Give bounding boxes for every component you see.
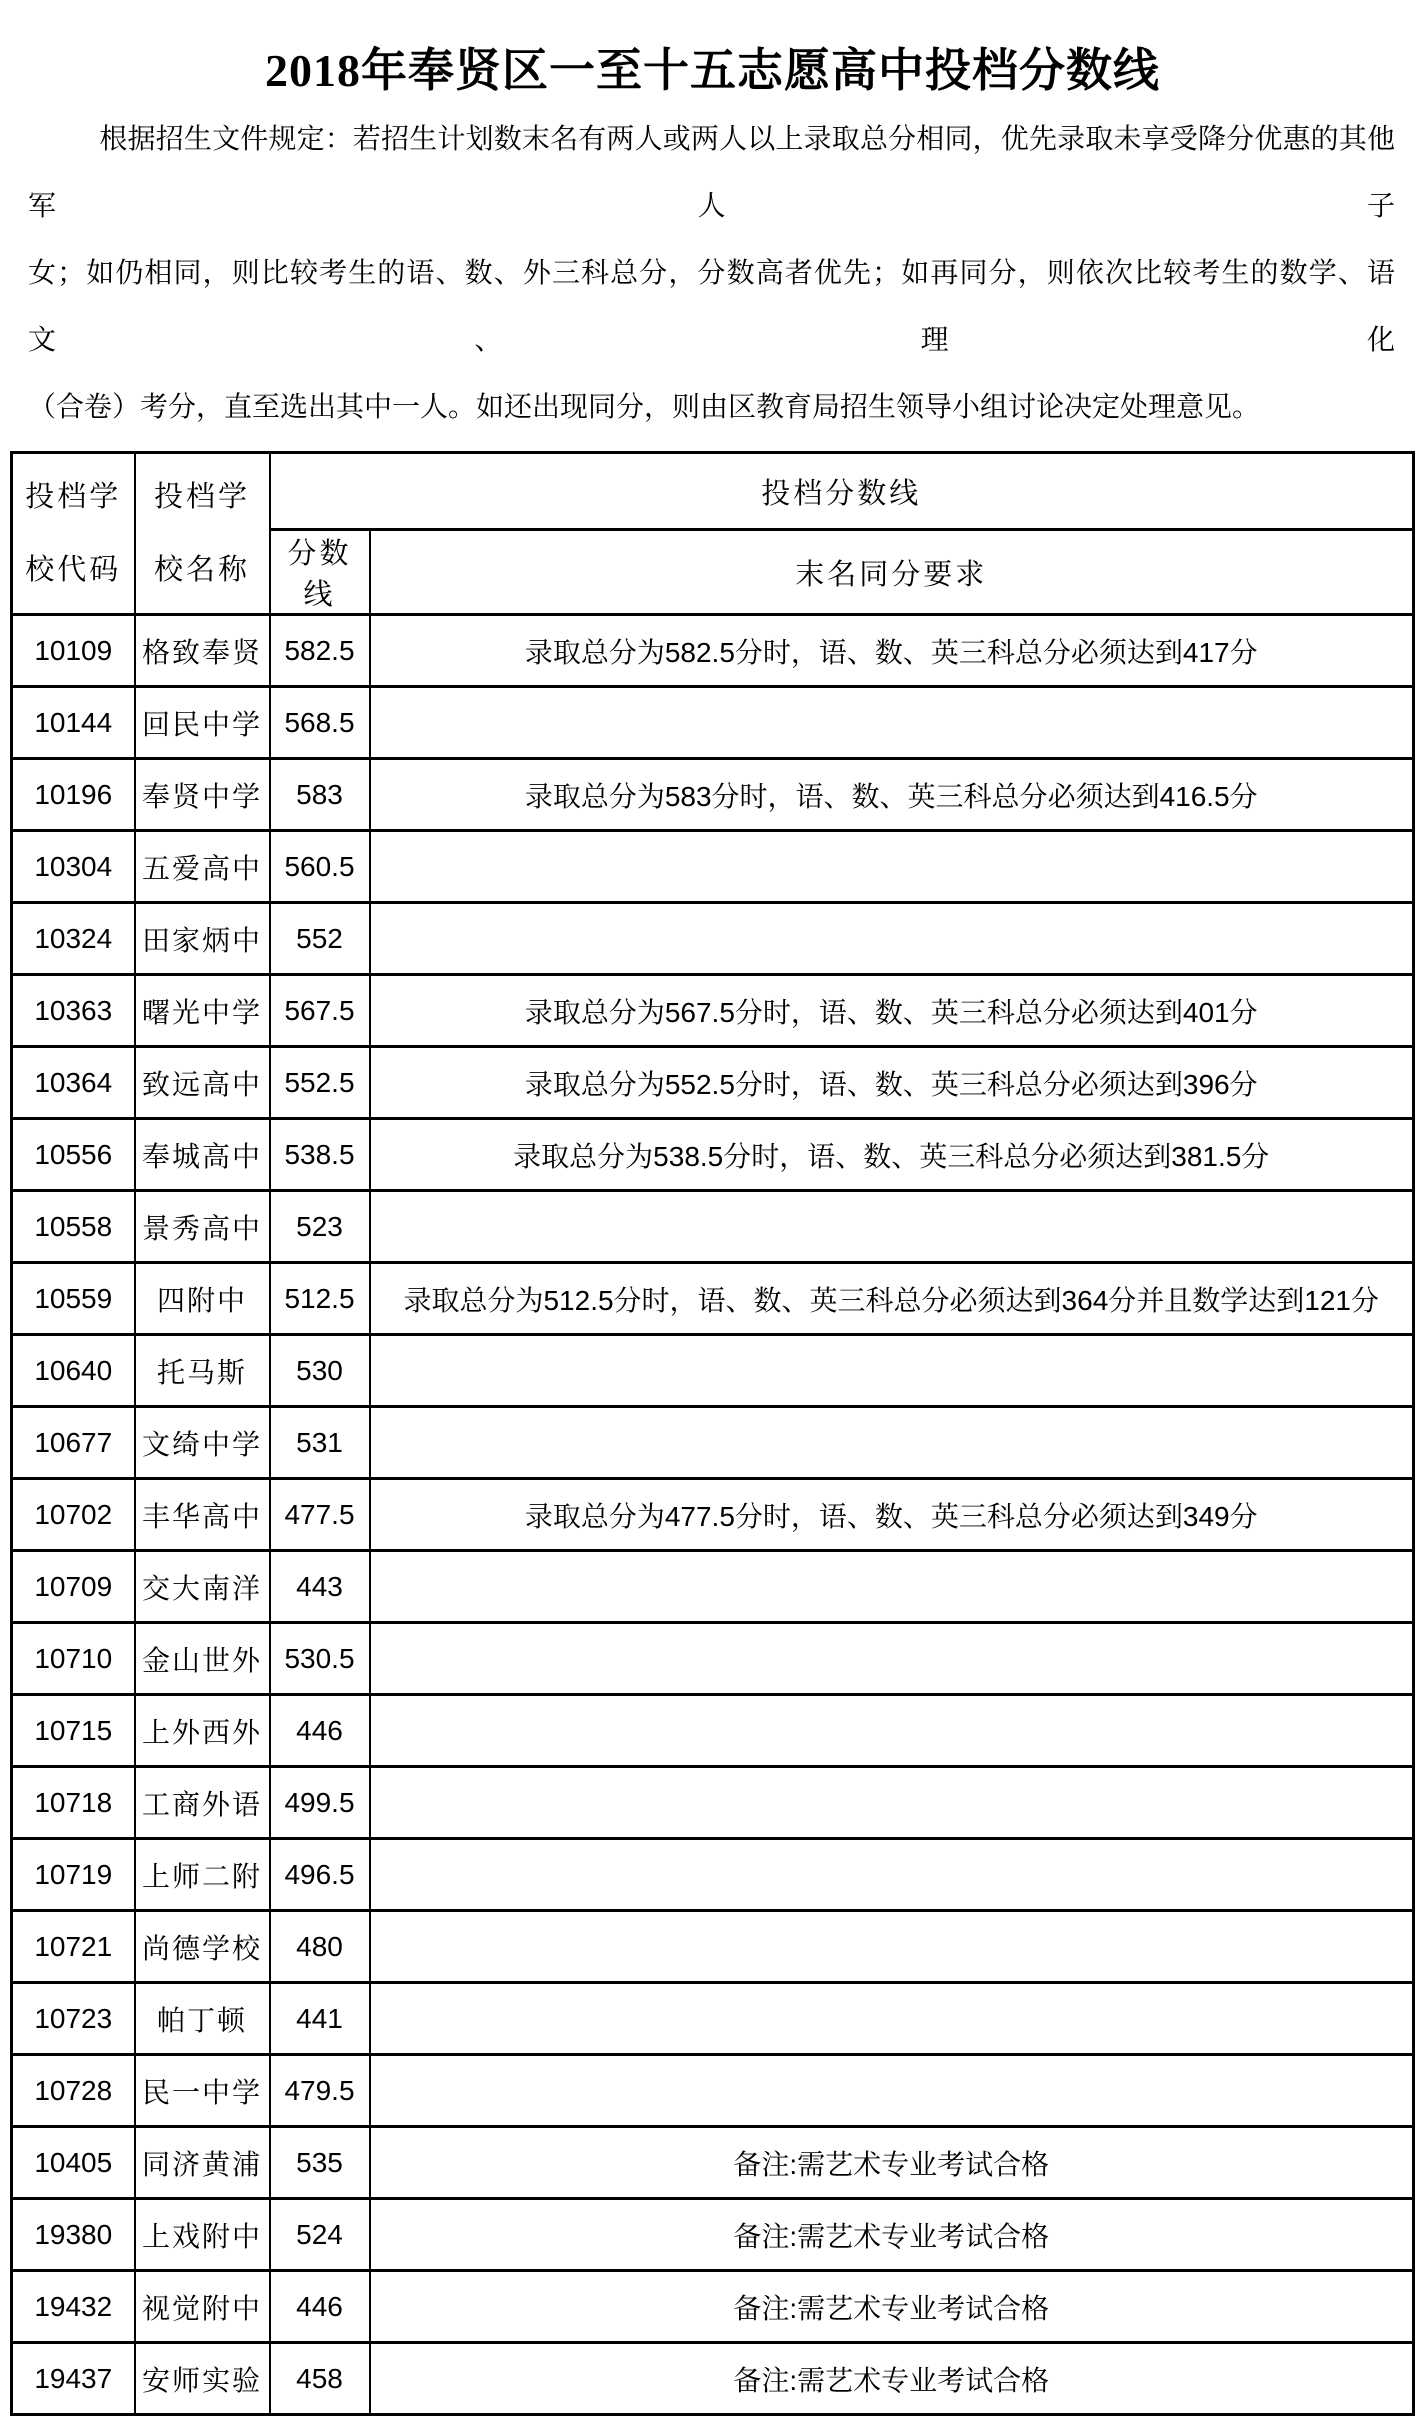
header-tie-requirement: 末名同分要求 [370, 530, 1414, 615]
school-code-cell: 10144 [12, 687, 135, 759]
school-code-cell: 10363 [12, 975, 135, 1047]
header-school-code-line2: 校代码 [25, 553, 122, 586]
school-name-cell: 视觉附中 [135, 2271, 270, 2343]
tie-requirement-cell: 备注:需艺术专业考试合格 [370, 2199, 1414, 2271]
tie-requirement-cell [370, 831, 1414, 903]
tie-requirement-cell: 备注:需艺术专业考试合格 [370, 2271, 1414, 2343]
tie-requirement-cell [370, 1911, 1414, 1983]
score-line-cell: 560.5 [270, 831, 370, 903]
school-code-cell: 10709 [12, 1551, 135, 1623]
score-line-cell: 446 [270, 1695, 370, 1767]
table-row [12, 759, 1414, 831]
school-code-cell: 10364 [12, 1047, 135, 1119]
score-line-cell: 477.5 [270, 1479, 370, 1551]
score-line-cell: 496.5 [270, 1839, 370, 1911]
school-name-cell: 金山世外 [135, 1623, 270, 1695]
school-name-cell: 格致奉贤 [135, 615, 270, 687]
school-code-cell: 10677 [12, 1407, 135, 1479]
school-name-cell: 田家炳中 [135, 903, 270, 975]
score-line-cell: 531 [270, 1407, 370, 1479]
table-body [12, 615, 1414, 2415]
school-name-cell: 曙光中学 [135, 975, 270, 1047]
score-line-cell: 458 [270, 2343, 370, 2415]
intro-paragraph-line-2: 女；如仍相同，则比较考生的语、数、外三科总分，分数高者优先；如再同分，则依次比较考生的数学、语文、理化 [28, 258, 1395, 356]
table-row [12, 1767, 1414, 1839]
score-line-cell: 583 [270, 759, 370, 831]
tie-requirement-cell [370, 903, 1414, 975]
score-line-cell: 582.5 [270, 615, 370, 687]
header-score-group: 投档分数线 [270, 453, 1414, 530]
table-row [12, 1983, 1414, 2055]
table-row [12, 1911, 1414, 1983]
tie-requirement-cell [370, 1335, 1414, 1407]
score-line-cell: 530.5 [270, 1623, 370, 1695]
school-code-cell: 10640 [12, 1335, 135, 1407]
school-code-cell: 10710 [12, 1623, 135, 1695]
tie-requirement-cell [370, 1767, 1414, 1839]
school-code-cell: 10723 [12, 1983, 135, 2055]
school-name-cell: 文绮中学 [135, 1407, 270, 1479]
tie-requirement-cell: 备注:需艺术专业考试合格 [370, 2343, 1414, 2415]
school-code-cell: 10715 [12, 1695, 135, 1767]
school-name-cell: 上师二附 [135, 1839, 270, 1911]
score-line-cell: 530 [270, 1335, 370, 1407]
table-row [12, 1623, 1414, 1695]
table-row [12, 2199, 1414, 2271]
school-code-cell: 10405 [12, 2127, 135, 2199]
header-row-1 [12, 453, 1414, 530]
intro-paragraph-line-1: 根据招生文件规定：若招生计划数末名有两人或两人以上录取总分相同，优先录取未享受降分优惠的其他军人子 [28, 124, 1395, 222]
school-name-cell: 五爱高中 [135, 831, 270, 903]
header-school-name [135, 453, 270, 615]
tie-requirement-cell [370, 687, 1414, 759]
school-code-cell: 19380 [12, 2199, 135, 2271]
score-line-cell: 523 [270, 1191, 370, 1263]
score-line-cell: 479.5 [270, 2055, 370, 2127]
tie-requirement-cell: 录取总分为583分时，语、数、英三科总分必须达到416.5分 [370, 759, 1414, 831]
school-name-cell: 上戏附中 [135, 2199, 270, 2271]
school-name-cell: 回民中学 [135, 687, 270, 759]
table-row [12, 1191, 1414, 1263]
tie-requirement-cell: 录取总分为567.5分时，语、数、英三科总分必须达到401分 [370, 975, 1414, 1047]
table-row [12, 1479, 1414, 1551]
school-code-cell: 10304 [12, 831, 135, 903]
table-header [12, 453, 1414, 615]
table-row [12, 2271, 1414, 2343]
tie-requirement-cell: 录取总分为552.5分时，语、数、英三科总分必须达到396分 [370, 1047, 1414, 1119]
intro-paragraph [28, 106, 1395, 441]
score-line-cell: 441 [270, 1983, 370, 2055]
school-name-cell: 工商外语 [135, 1767, 270, 1839]
school-code-cell: 10728 [12, 2055, 135, 2127]
tie-requirement-cell: 备注:需艺术专业考试合格 [370, 2127, 1414, 2199]
tie-requirement-cell: 录取总分为477.5分时，语、数、英三科总分必须达到349分 [370, 1479, 1414, 1551]
tie-requirement-cell [370, 1695, 1414, 1767]
score-line-cell: 567.5 [270, 975, 370, 1047]
school-code-cell: 10324 [12, 903, 135, 975]
school-name-cell: 民一中学 [135, 2055, 270, 2127]
tie-requirement-cell [370, 1839, 1414, 1911]
score-line-cell: 568.5 [270, 687, 370, 759]
school-name-cell: 安师实验 [135, 2343, 270, 2415]
table-row [12, 1047, 1414, 1119]
header-school-code-line1: 投档学 [25, 480, 122, 513]
table-row [12, 1407, 1414, 1479]
school-code-cell: 19437 [12, 2343, 135, 2415]
school-code-cell: 19432 [12, 2271, 135, 2343]
table-row [12, 975, 1414, 1047]
score-line-cell: 512.5 [270, 1263, 370, 1335]
tie-requirement-cell [370, 1983, 1414, 2055]
school-name-cell: 丰华高中 [135, 1479, 270, 1551]
tie-requirement-cell [370, 2055, 1414, 2127]
table-row [12, 2343, 1414, 2415]
table-row [12, 2055, 1414, 2127]
school-name-cell: 奉贤中学 [135, 759, 270, 831]
document-page [0, 40, 1425, 2396]
tie-requirement-cell [370, 1551, 1414, 1623]
score-line-cell: 480 [270, 1911, 370, 1983]
table-row [12, 1839, 1414, 1911]
table-row [12, 1695, 1414, 1767]
school-name-cell: 帕丁顿 [135, 1983, 270, 2055]
score-line-cell: 499.5 [270, 1767, 370, 1839]
school-code-cell: 10196 [12, 759, 135, 831]
tie-requirement-cell: 录取总分为538.5分时，语、数、英三科总分必须达到381.5分 [370, 1119, 1414, 1191]
score-line-cell: 443 [270, 1551, 370, 1623]
school-name-cell: 奉城高中 [135, 1119, 270, 1191]
table-row [12, 1335, 1414, 1407]
school-code-cell: 10719 [12, 1839, 135, 1911]
score-line-cell: 552.5 [270, 1047, 370, 1119]
school-code-cell: 10718 [12, 1767, 135, 1839]
school-code-cell: 10721 [12, 1911, 135, 1983]
tie-requirement-cell [370, 1407, 1414, 1479]
school-name-cell: 同济黄浦 [135, 2127, 270, 2199]
header-school-name-line2: 校名称 [153, 553, 250, 586]
school-name-cell: 上外西外 [135, 1695, 270, 1767]
table-row [12, 615, 1414, 687]
school-code-cell: 10702 [12, 1479, 135, 1551]
page-title: 2018年奉贤区一至十五志愿高中投档分数线 [265, 45, 1160, 96]
header-score-line: 分数线 [270, 530, 370, 615]
school-code-cell: 10109 [12, 615, 135, 687]
school-name-cell: 托马斯 [135, 1335, 270, 1407]
table-row [12, 1551, 1414, 1623]
table-row [12, 1119, 1414, 1191]
score-line-table [10, 451, 1415, 2416]
table-row [12, 831, 1414, 903]
tie-requirement-cell [370, 1191, 1414, 1263]
table-row [12, 687, 1414, 759]
table-row [12, 2127, 1414, 2199]
school-name-cell: 尚德学校 [135, 1911, 270, 1983]
school-code-cell: 10559 [12, 1263, 135, 1335]
school-name-cell: 交大南洋 [135, 1551, 270, 1623]
school-name-cell: 致远高中 [135, 1047, 270, 1119]
score-line-cell: 552 [270, 903, 370, 975]
intro-paragraph-line-3: （合卷）考分，直至选出其中一人。如还出现同分，则由区教育局招生领导小组讨论决定处理意见。 [28, 392, 1261, 423]
table-row [12, 1263, 1414, 1335]
header-school-code [12, 453, 135, 615]
score-line-cell: 446 [270, 2271, 370, 2343]
tie-requirement-cell [370, 1623, 1414, 1695]
score-line-cell: 538.5 [270, 1119, 370, 1191]
school-name-cell: 四附中 [135, 1263, 270, 1335]
table-row [12, 903, 1414, 975]
tie-requirement-cell: 录取总分为582.5分时，语、数、英三科总分必须达到417分 [370, 615, 1414, 687]
tie-requirement-cell: 录取总分为512.5分时，语、数、英三科总分必须达到364分并且数学达到121分 [370, 1263, 1414, 1335]
school-code-cell: 10556 [12, 1119, 135, 1191]
school-code-cell: 10558 [12, 1191, 135, 1263]
school-name-cell: 景秀高中 [135, 1191, 270, 1263]
score-line-cell: 535 [270, 2127, 370, 2199]
header-school-name-line1: 投档学 [153, 480, 250, 513]
score-line-cell: 524 [270, 2199, 370, 2271]
